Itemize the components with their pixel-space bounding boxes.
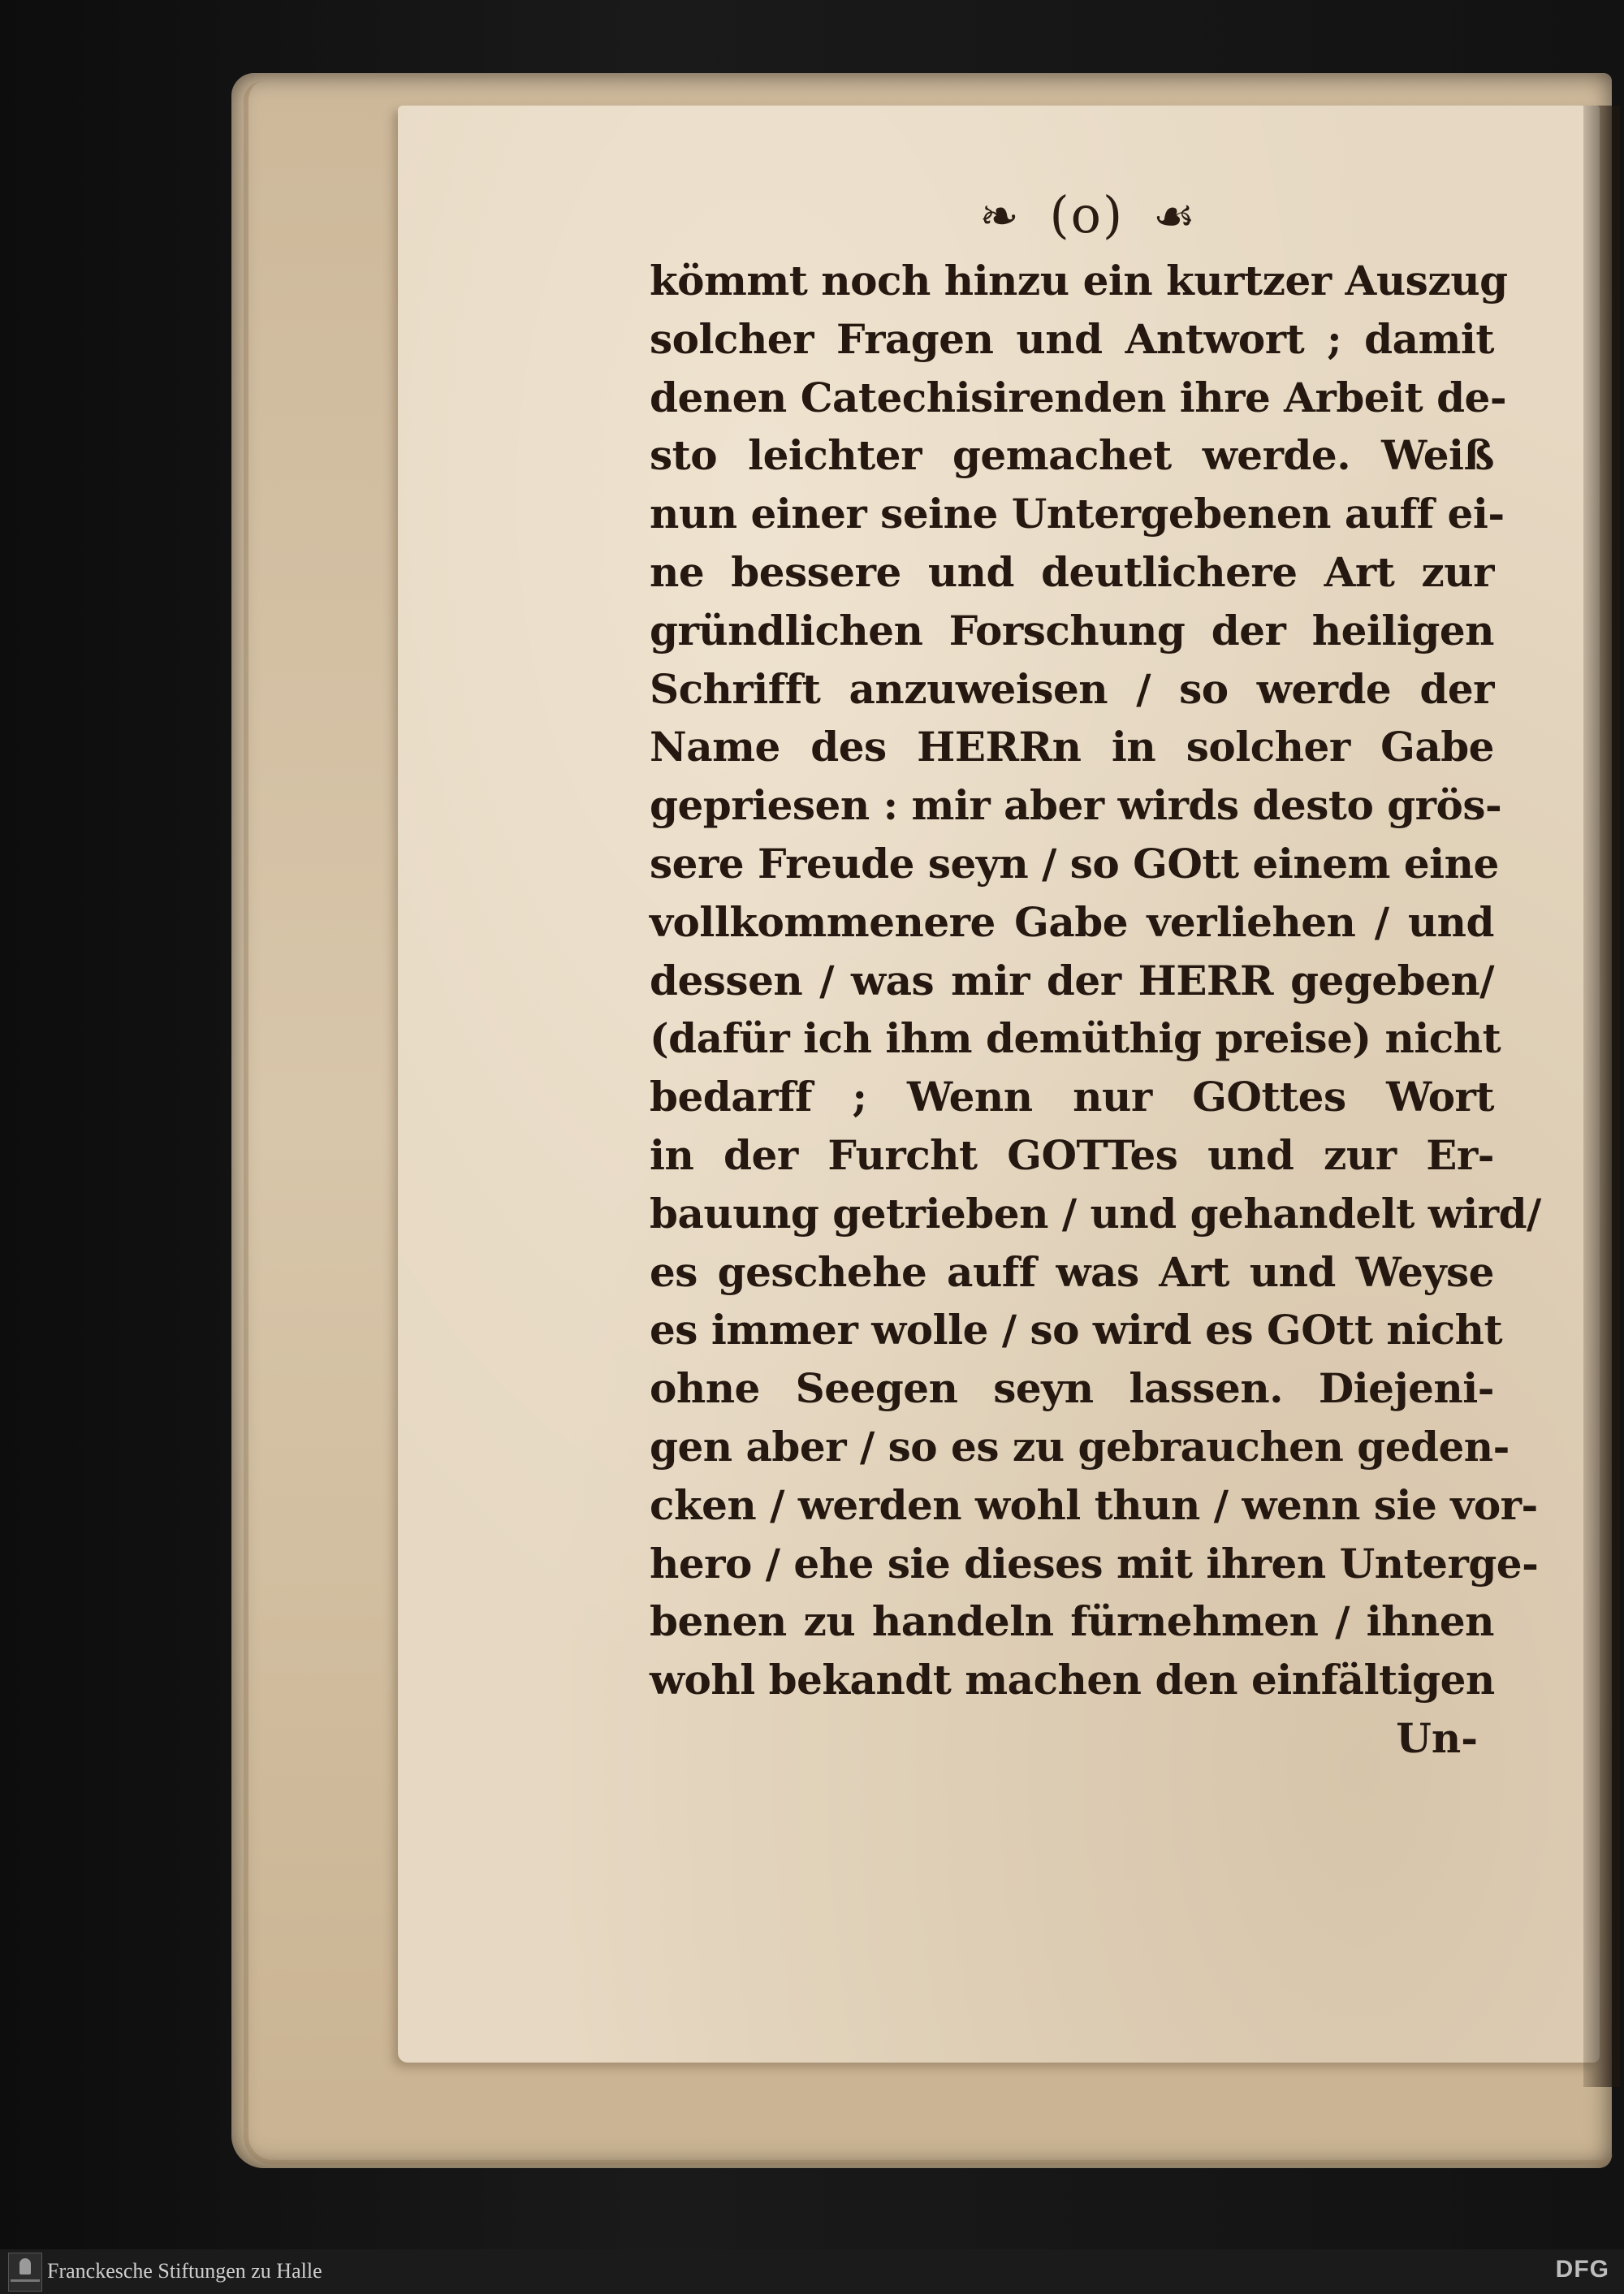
text-line: gen aber / so es zu gebrauchen geden- <box>650 1422 1510 1471</box>
text-line: (dafür ich ihm demüthig preise) nicht <box>650 1014 1501 1063</box>
text-line: gründlichen Forschung der heiligen <box>650 606 1494 655</box>
page-header <box>682 183 1494 248</box>
text-line: denen Catechisirenden ihre Arbeit de- <box>650 373 1507 421</box>
viewer-footer <box>0 2249 1624 2294</box>
text-line: kömmt noch hinzu ein kurtzer Auszug <box>650 257 1508 305</box>
ornament-right-icon: ☙ <box>1152 188 1197 244</box>
text-line: gepriesen : mir aber wirds desto grös- <box>650 781 1502 830</box>
logo-underline <box>11 2279 40 2282</box>
text-line: ne bessere und deutlichere Art zur <box>650 547 1494 596</box>
text-line: Schrifft anzuweisen / so werde der <box>650 664 1494 713</box>
text-line: bauung getrieben / und gehandelt wird/ <box>650 1189 1541 1238</box>
institution-label: Franckesche Stiftungen zu Halle <box>47 2259 322 2283</box>
text-line: es geschehe auff was Art und Weyse <box>650 1247 1494 1296</box>
catchword: Un- <box>1396 1713 1478 1762</box>
ornament-left-icon: ❧ <box>979 188 1021 244</box>
text-block <box>650 183 1541 1768</box>
page-number: (o) <box>1049 185 1125 244</box>
text-line: nun einer seine Untergebenen auff ei- <box>650 490 1505 538</box>
logo-mark <box>19 2258 31 2275</box>
text-line: benen zu handeln fürnehmen / ihnen <box>650 1597 1494 1646</box>
text-line: ohne Seegen seyn lassen. Diejeni- <box>650 1364 1494 1413</box>
text-line: Name des HERRn in solcher Gabe <box>650 723 1494 771</box>
dfg-logo: DFG <box>1555 2256 1609 2283</box>
text-line: bedarff ; Wenn nur GOttes Wort <box>650 1073 1494 1121</box>
text-line: wohl bekandt machen den einfältigen <box>650 1656 1495 1704</box>
text-line: sere Freude seyn / so GOtt einem eine <box>650 839 1499 888</box>
text-line: solcher Fragen und Antwort ; damit <box>650 314 1494 363</box>
text-line: cken / werden wohl thun / wenn sie vor- <box>650 1480 1538 1529</box>
body-text <box>650 252 1541 1709</box>
text-line: es immer wolle / so wird es GOtt nicht <box>650 1306 1503 1354</box>
text-line: dessen / was mir der HERR gegeben/ <box>650 956 1494 1004</box>
binding-shadow <box>1583 106 1620 2087</box>
text-line: in der Furcht GOTTes und zur Er- <box>650 1130 1494 1179</box>
text-line: sto leichter gemachet werde. Weiß <box>650 431 1494 480</box>
text-line: hero / ehe sie dieses mit ihren Unterge- <box>650 1539 1539 1588</box>
text-line: vollkommenere Gabe verliehen / und <box>650 897 1494 946</box>
institution-logo-icon <box>8 2253 42 2292</box>
